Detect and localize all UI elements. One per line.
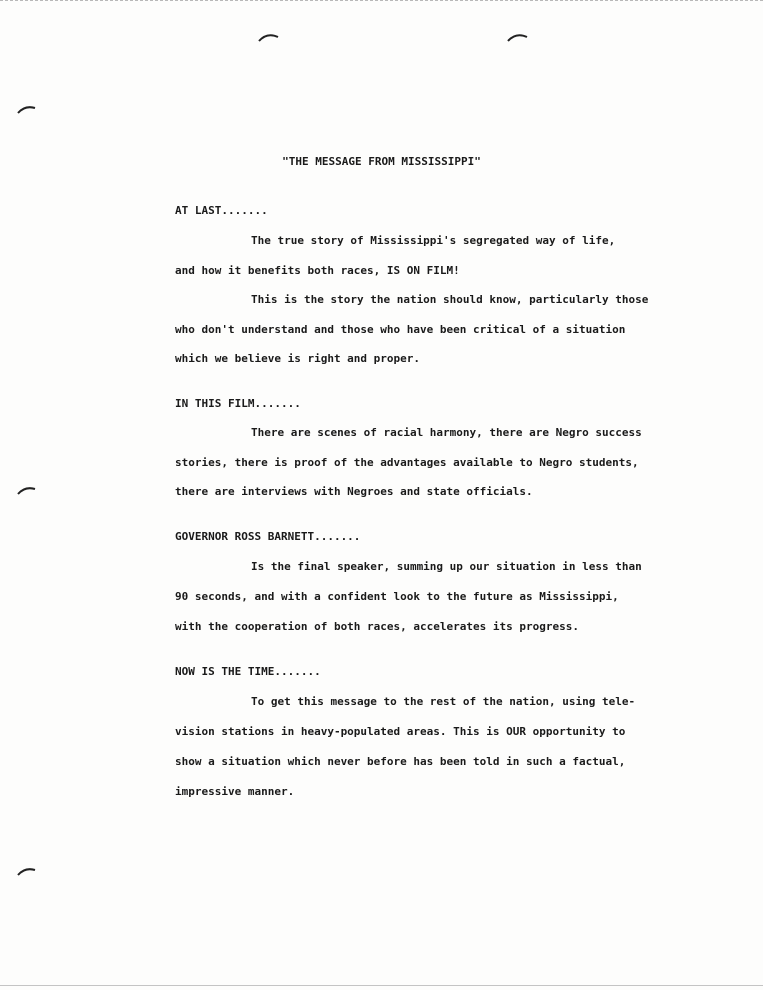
punch-mark-left-1 (17, 103, 39, 115)
text-line: vision stations in heavy-populated areas. This is OUR opportunity to (175, 725, 626, 738)
text-line: show a situation which never before has been told in such a factual, (175, 755, 626, 768)
text-line: who don't understand and those who have been critical of a situation (175, 323, 626, 336)
punch-mark-left-3 (17, 865, 39, 877)
text-line: This is the story the nation should know, particularly those (251, 293, 649, 306)
page-top-edge (0, 0, 763, 1)
text-line: impressive manner. (175, 785, 295, 798)
section-heading: NOW IS THE TIME....... (175, 665, 321, 678)
text-line: 90 seconds, and with a confident look to the future as Mississippi, (175, 590, 619, 603)
text-line: with the cooperation of both races, accelerates its progress. (175, 620, 579, 633)
text-line: and how it benefits both races, IS ON FILM! (175, 264, 460, 277)
section-heading: AT LAST....... (175, 204, 268, 217)
page-bottom-edge (0, 985, 763, 986)
punch-mark-top-right (507, 31, 529, 43)
text-line: which we believe is right and proper. (175, 352, 421, 365)
text-line: The true story of Mississippi's segregated way of life, (251, 234, 616, 247)
text-line: There are scenes of racial harmony, there are Negro success (251, 426, 642, 439)
text-line: there are interviews with Negroes and state officials. (175, 485, 533, 498)
text-line: Is the final speaker, summing up our situation in less than (251, 560, 642, 573)
text-line: stories, there is proof of the advantages available to Negro students, (175, 456, 639, 469)
punch-mark-top-left (258, 31, 280, 43)
section-heading: GOVERNOR ROSS BARNETT....... (175, 530, 361, 543)
section-heading: IN THIS FILM....... (175, 397, 301, 410)
text-line: To get this message to the rest of the nation, using tele- (251, 695, 636, 708)
document-title: "THE MESSAGE FROM MISSISSIPPI" (282, 155, 481, 168)
punch-mark-left-2 (17, 484, 39, 496)
